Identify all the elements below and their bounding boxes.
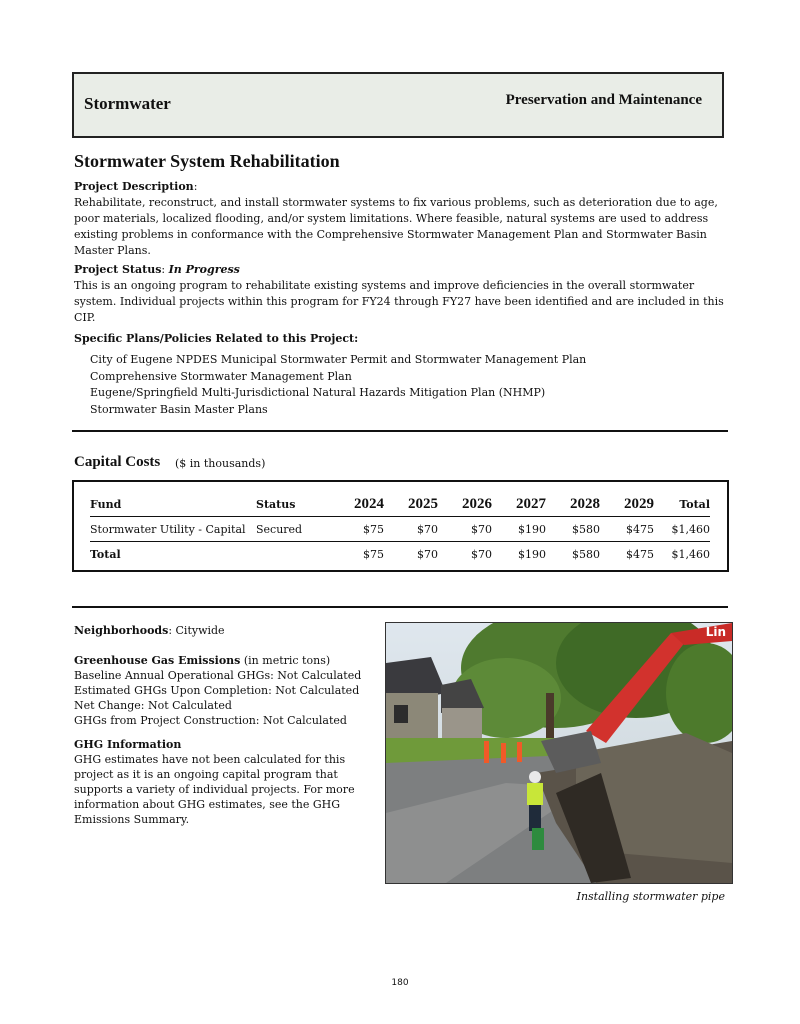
capital-costs-title: Capital Costs: [74, 454, 161, 470]
table-total-row: [90, 542, 710, 567]
col-year: 2029: [600, 492, 654, 517]
project-status: Project Status: In Progress This is an ongoing program to rehabilitate existing systems and improve deficiencies in the overall stormwater system. Individual projects within this program for FY24 through FY27 have been identified and are included in this CIP.: [74, 263, 724, 324]
value-cell: $580: [546, 517, 600, 542]
project-details: Neighborhoods: Citywide Greenhouse Gas Emissions (in metric tons) Baseline Annual Operational GHGs: Not Calculated Estimated GHGs Upon Completion: Not Calculated Net Change: Not Calculated GHGs from Project Construction: Not Calculated GHG Information GHG estimates have not been calculated for this project as it is an ongoing capital program that supports a variety of individual projects. For more information about GHG estimates, see the GHG Emissions Summary.: [74, 623, 364, 827]
ghg-line: Estimated GHGs Upon Completion: Not Calculated: [74, 684, 360, 697]
status-text: This is an ongoing program to rehabilitate existing systems and improve deficiencies in the overall stormwater system. Individual projects within this program for FY24 through FY27 have been identified and are included in this CIP.: [74, 279, 724, 324]
capital-costs-table: [72, 480, 729, 572]
divider: [72, 606, 728, 608]
construction-photo: [385, 622, 733, 884]
description-label: Project Description: [74, 180, 194, 193]
capital-costs-note: ($ in thousands): [175, 457, 266, 470]
total-cell: $1,460: [654, 517, 710, 542]
plan-item: Comprehensive Stormwater Management Plan: [90, 369, 352, 383]
photo-caption: Installing stormwater pipe: [576, 890, 725, 903]
fund-cell: Stormwater Utility - Capital: [90, 517, 254, 542]
value-cell: $70: [471, 547, 492, 561]
header-category: Stormwater: [84, 94, 171, 113]
status-label: Project Status: [74, 263, 162, 276]
plans-label: Specific Plans/Policies Related to this Project:: [74, 332, 359, 345]
status-value: In Progress: [168, 263, 240, 276]
value-cell: $475: [600, 517, 654, 542]
col-year: 2028: [546, 492, 600, 517]
table-row: [90, 517, 710, 542]
col-total: Total: [654, 492, 710, 517]
section-header: [72, 72, 724, 138]
col-fund: Fund: [90, 492, 254, 517]
ghg-label: Greenhouse Gas Emissions: [74, 654, 241, 667]
ghg-line: GHGs from Project Construction: Not Calculated: [74, 714, 347, 727]
value-cell: $75: [330, 517, 384, 542]
col-year: 2027: [492, 492, 546, 517]
value-cell: $70: [438, 517, 492, 542]
value-cell: $580: [572, 547, 600, 561]
construction-photo-illustration: [386, 623, 732, 883]
total-cell: $1,460: [671, 547, 710, 561]
plans-list: [90, 352, 586, 418]
ghg-line: Baseline Annual Operational GHGs: Not Calculated: [74, 669, 362, 682]
description-text: Rehabilitate, reconstruct, and install stormwater systems to fix various problems, such as deterioration due to age, poor materials, localized flooding, and/or system limitations. Where feasible, natural systems are used to address existing problems in conformance with the Comprehensive Stormwater Management Plan and Stormwater Basin Master Plans.: [74, 196, 718, 257]
header-section: Preservation and Maintenance: [505, 92, 702, 108]
value-cell: $75: [363, 547, 384, 561]
page-number: 180: [391, 978, 409, 988]
value-cell: $190: [492, 517, 546, 542]
status-cell: Secured: [254, 517, 330, 542]
value-cell: $190: [518, 547, 546, 561]
ghg-unit: (in metric tons): [243, 654, 331, 667]
ghg-info-label: GHG Information: [74, 738, 182, 751]
col-year: 2026: [438, 492, 492, 517]
value-cell: $70: [384, 517, 438, 542]
value-cell: $475: [626, 547, 654, 561]
brand-text: Lin: [705, 625, 726, 639]
divider: [72, 430, 728, 432]
plan-item: City of Eugene NPDES Municipal Stormwater Permit and Stormwater Management Plan: [90, 353, 587, 366]
ghg-line: Net Change: Not Calculated: [74, 699, 232, 712]
project-description: Project Description: Rehabilitate, reconstruct, and install stormwater systems to fix various problems, such as deterioration due to age, poor materials, localized flooding, and/or system limitations. Where feasible, natural systems are used to address existing problems in conformance with the Comprehensive Stormwater Management Plan and Stormwater Basin Master Plans.: [74, 180, 718, 257]
neighborhoods-value: Citywide: [175, 624, 225, 637]
ghg-info-text: GHG estimates have not been calculated for this project as it is an ongoing capital program that supports a variety of individual projects. For more information about GHG estimates, see the GHG Emissions Summary.: [74, 753, 355, 826]
plan-item: Stormwater Basin Master Plans: [90, 402, 268, 416]
neighborhoods-label: Neighborhoods: [74, 624, 169, 637]
plan-item: Eugene/Springfield Multi-Jurisdictional Natural Hazards Mitigation Plan (NHMP): [90, 386, 546, 399]
project-title: Stormwater System Rehabilitation: [74, 151, 340, 171]
value-cell: $70: [417, 547, 438, 561]
total-label: Total: [90, 547, 121, 561]
col-year: 2024: [330, 492, 384, 517]
col-status: Status: [254, 492, 330, 517]
col-year: 2025: [384, 492, 438, 517]
